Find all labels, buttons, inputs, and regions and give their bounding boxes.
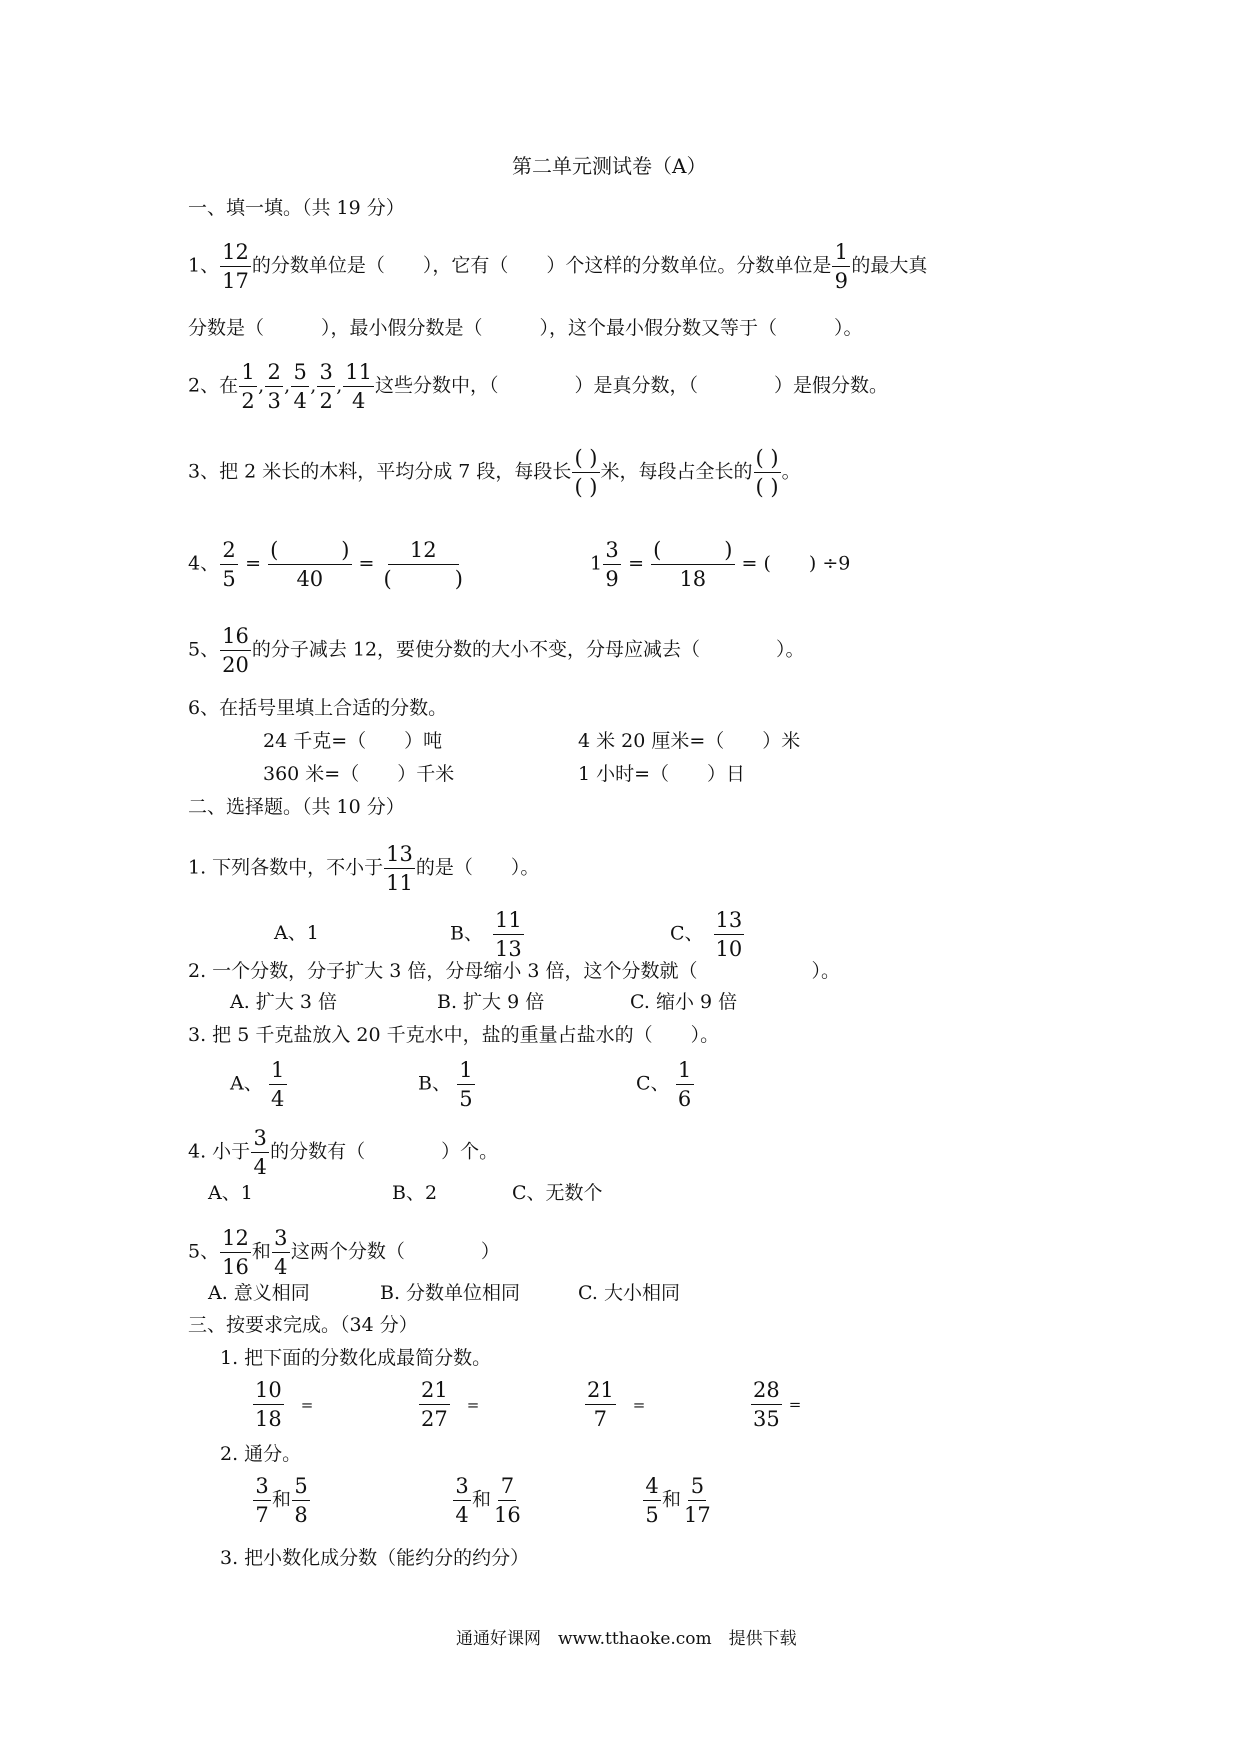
- fraction: $\frac{13}{10}$: [715, 908, 743, 961]
- s1-q2: 2、在 $\frac{1}{2}$ , $\frac{2}{3}$ , $\frac{5}{4}$ , $\frac{3}{2}$ , $\frac{11}{4}$ 这些分数中，（ ）是真分数，（ ）是假分数。: [188, 360, 889, 413]
- s1-q1-line1: [188, 240, 927, 293]
- blank-fraction[interactable]: $\frac{( )}{40}$: [270, 538, 350, 591]
- fraction: $\frac{2}{3}$: [265, 360, 283, 413]
- s1-q6-item: 24 千克=（ ）吨: [263, 730, 443, 752]
- fraction: $\frac{7}{16}$: [494, 1474, 521, 1527]
- section-3-heading: 三、按要求完成。（34 分）: [188, 1314, 418, 1336]
- blank-fraction[interactable]: $\frac{( )}{18}$: [653, 538, 733, 591]
- page-title: 第二单元测试卷（A）: [512, 154, 707, 178]
- fraction: $\frac{1}{4}$: [269, 1058, 287, 1111]
- s2-q1-option-a[interactable]: A、1: [274, 922, 319, 944]
- fraction: $\frac{3}{9}$: [603, 538, 621, 591]
- fraction: $\frac{1}{2}$: [239, 360, 257, 413]
- s2-q4-option-b[interactable]: B、2: [392, 1182, 438, 1204]
- blank-fraction[interactable]: $\frac{( )}{( )}$: [574, 446, 598, 499]
- s1-q2-post: 这些分数中，（ ）是真分数，（ ）是假分数。: [375, 374, 889, 397]
- fraction: $\frac{21}{7}$: [587, 1378, 614, 1431]
- s1-q6-item: 360 米=（ ）千米: [263, 763, 455, 785]
- fraction: $\frac{3}{4}$: [272, 1226, 290, 1279]
- fraction: $\frac{5}{17}$: [684, 1474, 711, 1527]
- fraction: $\frac{10}{18}$: [255, 1378, 282, 1431]
- s2-q2-option-b[interactable]: B. 扩大 9 倍: [437, 991, 545, 1013]
- fraction: $\frac{3}{7}$: [253, 1474, 271, 1527]
- fraction: $\frac{11}{4}$: [345, 360, 373, 413]
- s1-q1-line2: 分数是（ ），最小假分数是（ ），这个最小假分数又等于（ ）。: [188, 317, 863, 339]
- s2-q3-option-c[interactable]: C、 $\frac{1}{6}$: [636, 1058, 695, 1111]
- s3-q2-item: $\frac{4}{5}$ 和 $\frac{5}{17}$: [642, 1474, 714, 1527]
- fraction: $\frac{12}{16}$: [222, 1226, 249, 1279]
- fraction: $\frac{5}{8}$: [292, 1474, 310, 1527]
- s2-q3-option-b[interactable]: B、 $\frac{1}{5}$: [418, 1058, 476, 1111]
- s1-q5-post: 的分子减去 12，要使分数的大小不变，分母应减去（ ）。: [251, 638, 805, 661]
- fraction: $\frac{4}{5}$: [643, 1474, 661, 1527]
- s3-q2-item: $\frac{3}{4}$ 和 $\frac{7}{16}$: [452, 1474, 524, 1527]
- section-1-heading: 一、填一填。（共 19 分）: [188, 197, 405, 219]
- s2-q4-option-a[interactable]: A、1: [208, 1182, 253, 1204]
- fraction: $\frac{1}{9}$: [832, 240, 850, 293]
- s1-q2-pre: 2、在: [188, 374, 239, 397]
- blank-fraction[interactable]: $\frac{( )}{( )}$: [755, 446, 779, 499]
- s2-q5-option-c[interactable]: C. 大小相同: [578, 1282, 680, 1304]
- fraction: $\frac{28}{35}$: [753, 1378, 780, 1431]
- s1-q3: [188, 446, 801, 499]
- s2-q3-text: 3. 把 5 千克盐放入 20 千克水中，盐的重量占盐水的（ ）。: [188, 1024, 720, 1046]
- footer-text: 通通好课网 www.tthaoke.com 提供下载: [456, 1629, 797, 1649]
- fraction: $\frac{16}{20}$: [222, 624, 249, 677]
- s3-q1-head: 1. 把下面的分数化成最简分数。: [220, 1347, 492, 1369]
- fraction: $\frac{3}{2}$: [317, 360, 335, 413]
- s2-q2-text: 2. 一个分数，分子扩大 3 倍，分母缩小 3 倍，这个分数就（ ）。: [188, 960, 841, 982]
- s2-q5-option-a[interactable]: A. 意义相同: [208, 1282, 310, 1304]
- s2-q2-option-a[interactable]: A. 扩大 3 倍: [230, 991, 337, 1013]
- s3-q1-item: $\frac{21}{27}$ =: [421, 1378, 480, 1431]
- s1-q4-left: 4、 $\frac{2}{5}$ = $\frac{( )}{40}$ = $\frac{12}{( )}$: [188, 538, 463, 591]
- s1-q6-item: 1 小时=（ ）日: [578, 763, 746, 785]
- fraction: $\frac{11}{13}$: [494, 908, 522, 961]
- fraction: $\frac{13}{11}$: [386, 842, 413, 895]
- s2-q1-option-b[interactable]: B、 $\frac{11}{13}$: [450, 908, 522, 961]
- fraction: $\frac{3}{4}$: [453, 1474, 471, 1527]
- s3-q1-item: $\frac{10}{18}$ =: [255, 1378, 314, 1431]
- s2-q1: 1. 下列各数中，不小于 $\frac{13}{11}$ 的是（ ）。: [188, 842, 540, 895]
- s2-q4: 4. 小于 $\frac{3}{4}$ 的分数有（ ）个。: [188, 1126, 499, 1179]
- s3-q1-item: $\frac{21}{7}$ =: [587, 1378, 646, 1431]
- s2-q1-option-c[interactable]: C、 $\frac{13}{10}$: [670, 908, 743, 961]
- section-2-heading: 二、选择题。（共 10 分）: [188, 796, 405, 818]
- s2-q2-option-c[interactable]: C. 缩小 9 倍: [630, 991, 738, 1013]
- s1-q6-item: 4 米 20 厘米=（ ）米: [578, 730, 801, 752]
- s2-q5: 5、 $\frac{12}{16}$ 和 $\frac{3}{4}$ 这两个分数（ ）: [188, 1226, 500, 1279]
- s1-q4-right: 1 $\frac{3}{9}$ = $\frac{( )}{18}$ = ( ) ÷9: [590, 538, 851, 591]
- fraction: $\frac{1}{5}$: [457, 1058, 475, 1111]
- s3-q2-head: 2. 通分。: [220, 1443, 302, 1465]
- fraction: $\frac{2}{5}$: [220, 538, 238, 591]
- fraction: $\frac{5}{4}$: [291, 360, 309, 413]
- fraction: $\frac{21}{27}$: [421, 1378, 448, 1431]
- fraction: $\frac{1}{6}$: [676, 1058, 694, 1111]
- s2-q3-option-a[interactable]: A、 $\frac{1}{4}$: [230, 1058, 288, 1111]
- s1-q4-tail: = ( ) ÷9: [741, 552, 851, 575]
- s2-q5-option-b[interactable]: B. 分数单位相同: [380, 1282, 521, 1304]
- fraction: $\frac{3}{4}$: [251, 1126, 269, 1179]
- s1-q5: 5、 $\frac{16}{20}$ 的分子减去 12，要使分数的大小不变，分母应减去（ ）。: [188, 624, 805, 677]
- s1-q3-mid: 米，每段占全长的: [600, 460, 753, 483]
- s3-q1-item: $\frac{28}{35}$ =: [753, 1378, 802, 1431]
- s1-q1-post: 的最大真: [851, 254, 928, 277]
- s2-q4-option-c[interactable]: C、无数个: [512, 1182, 603, 1204]
- s3-q3-head: 3. 把小数化成分数（能约分的约分）: [220, 1547, 530, 1569]
- s1-q3-post: 。: [781, 460, 801, 483]
- s1-q1-mid: 的分数单位是（ ），它有（ ）个这样的分数单位。分数单位是: [251, 254, 832, 277]
- s3-q2-item: $\frac{3}{7}$ 和 $\frac{5}{8}$: [252, 1474, 311, 1527]
- s1-q1-pre: 1、: [188, 254, 220, 277]
- s1-q6-head: 6、在括号里填上合适的分数。: [188, 697, 448, 719]
- fraction: $\frac{12}{17}$: [222, 240, 249, 293]
- s1-q3-pre: 3、把 2 米长的木料，平均分成 7 段，每段长: [188, 460, 572, 483]
- blank-fraction[interactable]: $\frac{12}{( )}$: [383, 538, 463, 591]
